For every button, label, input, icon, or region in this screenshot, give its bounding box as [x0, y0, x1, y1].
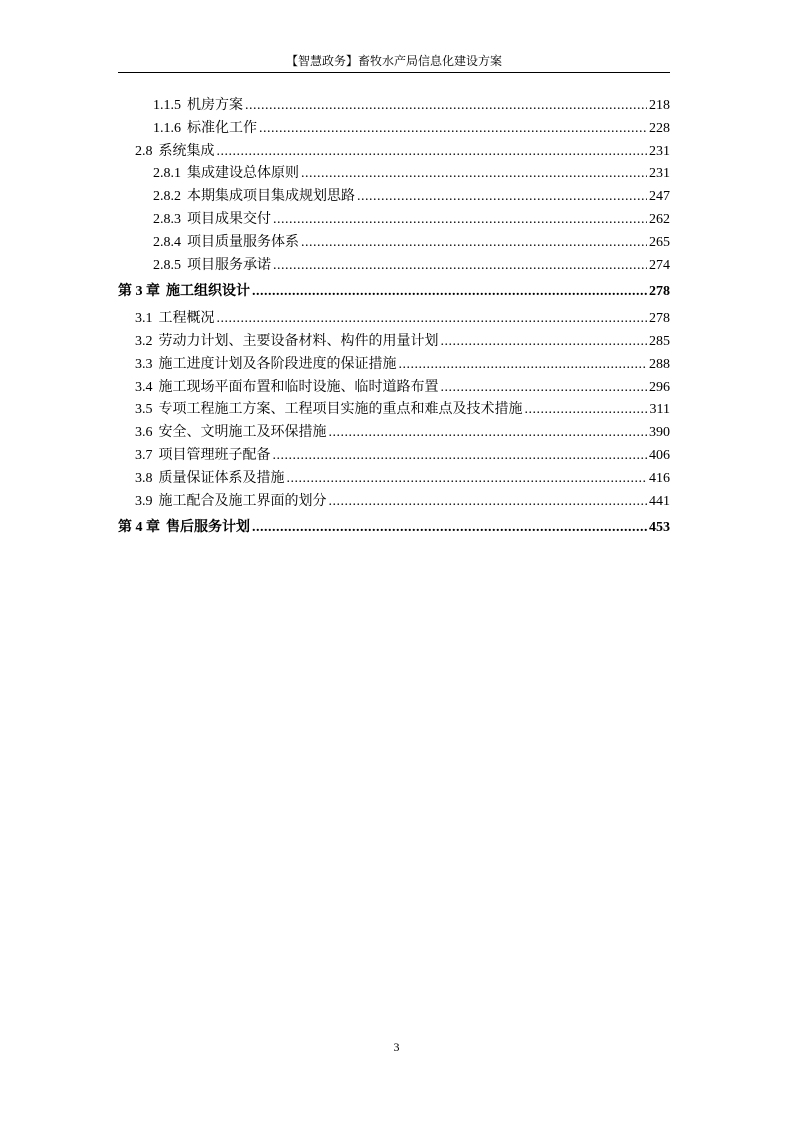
toc-entry-page: 218 — [649, 98, 670, 113]
toc-dot-leader — [217, 141, 648, 164]
page-number: 3 — [393, 1040, 400, 1054]
toc-entry-number: 1.1.6 — [153, 120, 181, 136]
toc-dot-leader — [252, 281, 647, 304]
toc-entry-number: 3.3 — [135, 356, 153, 372]
toc-entry-number: 1.1.5 — [153, 98, 181, 113]
toc-dot-leader — [273, 445, 648, 468]
toc-entry-page: 416 — [649, 470, 670, 486]
toc-entry-page: 231 — [649, 166, 670, 182]
toc-entry[interactable] — [118, 281, 670, 304]
toc-entry-number: 第 3 章 — [118, 284, 160, 300]
toc-entry-title: 安全、文明施工及环保措施 — [158, 425, 327, 441]
toc-entry[interactable] — [118, 255, 670, 278]
toc-entry-title: 机房方案 — [187, 98, 243, 113]
toc-entry[interactable] — [118, 491, 670, 514]
toc-entry-page: 285 — [649, 333, 670, 349]
toc-dot-leader — [441, 377, 648, 400]
toc-entry[interactable] — [118, 308, 670, 331]
toc-dot-leader — [441, 331, 648, 354]
toc-entry-page: 278 — [649, 311, 670, 327]
toc-entry[interactable] — [118, 209, 670, 232]
toc-entry-page: 288 — [649, 356, 670, 372]
toc-entry[interactable] — [118, 186, 670, 209]
toc-dot-leader — [399, 354, 648, 377]
toc-entry-title: 系统集成 — [158, 143, 215, 159]
toc-entry-page: 311 — [649, 402, 670, 418]
toc-entry[interactable] — [118, 399, 670, 422]
toc-entry[interactable] — [118, 95, 670, 118]
toc-entry-page: 390 — [649, 425, 670, 441]
toc-entry-number: 3.6 — [135, 425, 153, 441]
toc-dot-leader — [525, 399, 648, 422]
toc-entry[interactable] — [118, 354, 670, 377]
toc-entry-number: 2.8.2 — [153, 189, 181, 205]
toc-entry-number: 3.9 — [135, 493, 153, 509]
toc-entry[interactable] — [118, 141, 670, 164]
toc-entry[interactable] — [118, 422, 670, 445]
toc-entry-page: 406 — [649, 447, 670, 463]
toc-entry-title: 项目成果交付 — [187, 211, 271, 227]
toc-entry-number: 2.8.1 — [153, 166, 181, 182]
toc-entry-number: 3.1 — [135, 311, 153, 327]
toc-entry-number: 2.8.4 — [153, 234, 181, 250]
running-header: 【智慧政务】畜牧水产局信息化建设方案 — [285, 54, 502, 68]
toc-entry[interactable] — [118, 377, 670, 400]
toc-entry-number: 2.8 — [135, 143, 153, 159]
toc-entry-page: 262 — [649, 211, 670, 227]
toc-entry-title: 工程概况 — [158, 311, 215, 327]
toc-entry-number: 3.7 — [135, 447, 153, 463]
toc-dot-leader — [245, 95, 647, 118]
toc-entry-title: 劳动力计划、主要设备材料、构件的用量计划 — [158, 333, 439, 349]
toc-dot-leader — [329, 491, 648, 514]
toc-entry[interactable] — [118, 445, 670, 468]
toc-entry-page: 441 — [649, 493, 670, 509]
toc-dot-leader — [301, 163, 647, 186]
toc-entry[interactable] — [118, 517, 670, 540]
toc-entry-page: 228 — [649, 120, 670, 136]
toc-entry-title: 集成建设总体原则 — [187, 166, 299, 182]
toc-dot-leader — [217, 308, 648, 331]
toc-entry-page: 231 — [649, 143, 670, 159]
table-of-contents — [118, 95, 670, 544]
toc-entry-page: 274 — [649, 257, 670, 273]
toc-entry[interactable] — [118, 232, 670, 255]
toc-entry-number: 2.8.3 — [153, 211, 181, 227]
toc-entry-title: 标准化工作 — [187, 120, 257, 136]
toc-entry-title: 施工现场平面布置和临时设施、临时道路布置 — [158, 379, 439, 395]
toc-entry-title: 施工配合及施工界面的划分 — [158, 493, 327, 509]
toc-entry-page: 453 — [649, 520, 670, 536]
toc-dot-leader — [301, 232, 647, 255]
toc-entry-page: 265 — [649, 234, 670, 250]
toc-entry-page: 278 — [649, 284, 670, 300]
toc-dot-leader — [357, 186, 647, 209]
toc-entry-number: 2.8.5 — [153, 257, 181, 273]
toc-entry[interactable] — [118, 468, 670, 491]
toc-entry-title: 施工组织设计 — [166, 284, 250, 300]
toc-dot-leader — [273, 209, 647, 232]
toc-entry-title: 售后服务计划 — [166, 520, 250, 536]
toc-entry-title: 专项工程施工方案、工程项目实施的重点和难点及技术措施 — [158, 402, 523, 418]
toc-entry[interactable] — [118, 331, 670, 354]
toc-entry-number: 3.5 — [135, 402, 153, 418]
toc-dot-leader — [252, 517, 647, 540]
toc-dot-leader — [287, 468, 648, 491]
toc-entry-title: 施工进度计划及各阶段进度的保证措施 — [158, 356, 397, 372]
toc-entry-title: 项目服务承诺 — [187, 257, 271, 273]
toc-entry-number: 3.2 — [135, 333, 153, 349]
header-rule — [118, 72, 670, 73]
toc-entry-number: 3.8 — [135, 470, 153, 486]
toc-entry-title: 质量保证体系及措施 — [158, 470, 285, 486]
toc-entry-number: 第 4 章 — [118, 520, 160, 536]
toc-entry[interactable] — [118, 163, 670, 186]
toc-entry-page: 247 — [649, 189, 670, 205]
toc-dot-leader — [329, 422, 648, 445]
toc-entry-title: 项目管理班子配备 — [158, 447, 271, 463]
toc-entry-page: 296 — [649, 379, 670, 395]
toc-entry-title: 项目质量服务体系 — [187, 234, 299, 250]
toc-dot-leader — [273, 255, 647, 278]
toc-entry[interactable] — [118, 118, 670, 141]
toc-entry-title: 本期集成项目集成规划思路 — [187, 189, 355, 205]
toc-dot-leader — [259, 118, 647, 141]
toc-entry-number: 3.4 — [135, 379, 153, 395]
